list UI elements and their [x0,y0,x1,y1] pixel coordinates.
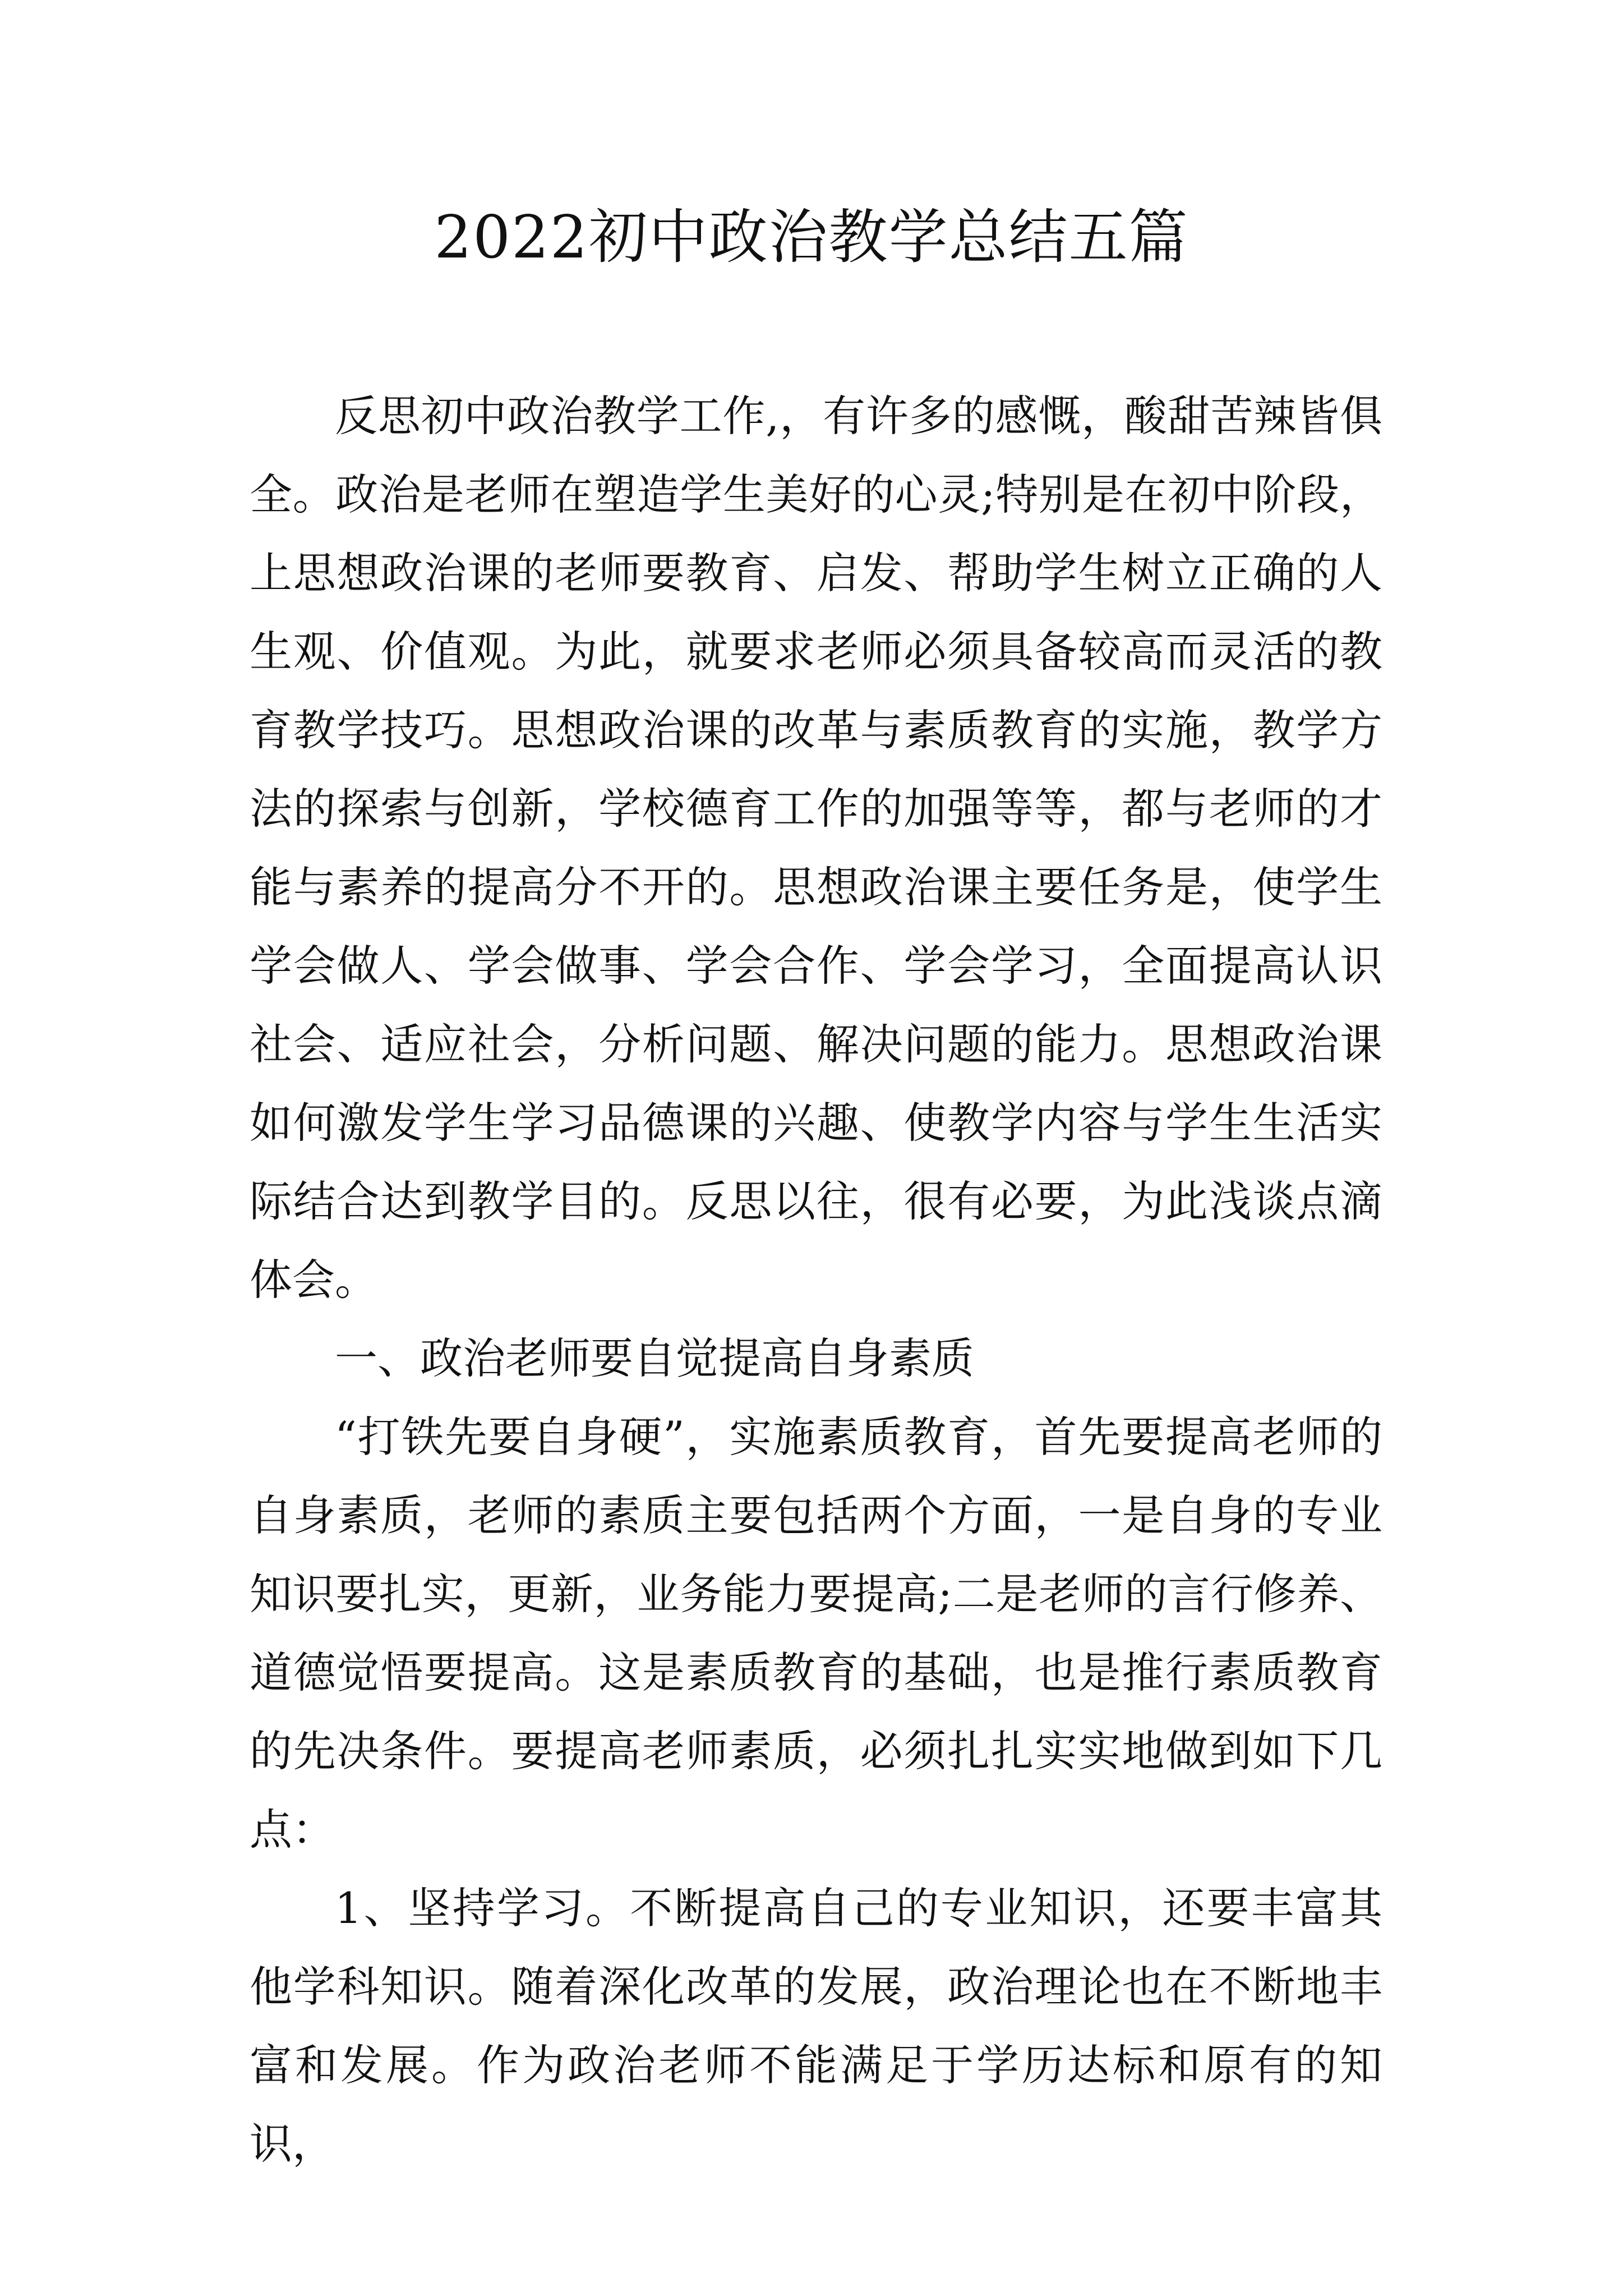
body-paragraph: “打铁先要自身硬”，实施素质教育，首先要提高老师的自身素质，老师的素质主要包括两个方面，一是自身的专业知识要扎实，更新，业务能力要提高;二是老师的言行修养、道德觉悟要提高。这是素质教育的基础，也是推行素质教育的先决条件。要提高老师素质，必须扎扎实实地做到如下几点： [250,1412,1382,1855]
body-paragraph: 1、坚持学习。不断提高自己的专业知识，还要丰富其他学科知识。随着深化改革的发展，政治理论也在不断地丰富和发展。作为政治老师不能满足于学历达标和原有的知识， [250,1883,1382,2169]
document-body [250,377,1382,2183]
section-heading: 一、政治老师要自觉提高自身素质 [335,1333,974,1383]
body-paragraph: 反思初中政治教学工作,，有许多的感慨，酸甜苦辣皆俱全。政治是老师在塑造学生美好的心灵;特别是在初中阶段，上思想政治课的老师要教育、启发、帮助学生树立正确的人生观、价值观。为此，就要求老师必须具备较高而灵活的教育教学技巧。思想政治课的改革与素质教育的实施，教学方法的探索与创新，学校德育工作的加强等等，都与老师的才能与素养的提高分不开的。思想政治课主要任务是，使学生学会做人、学会做事、学会合作、学会学习，全面提高认识社会、适应社会，分析问题、解决问题的能力。思想政治课如何激发学生学习品德课的兴趣、使教学内容与学生生活实际结合达到教学目的。反思以往，很有必要，为此浅谈点滴体会。 [250,391,1382,1305]
document-title: 2022初中政治教学总结五篇 [434,203,1189,272]
